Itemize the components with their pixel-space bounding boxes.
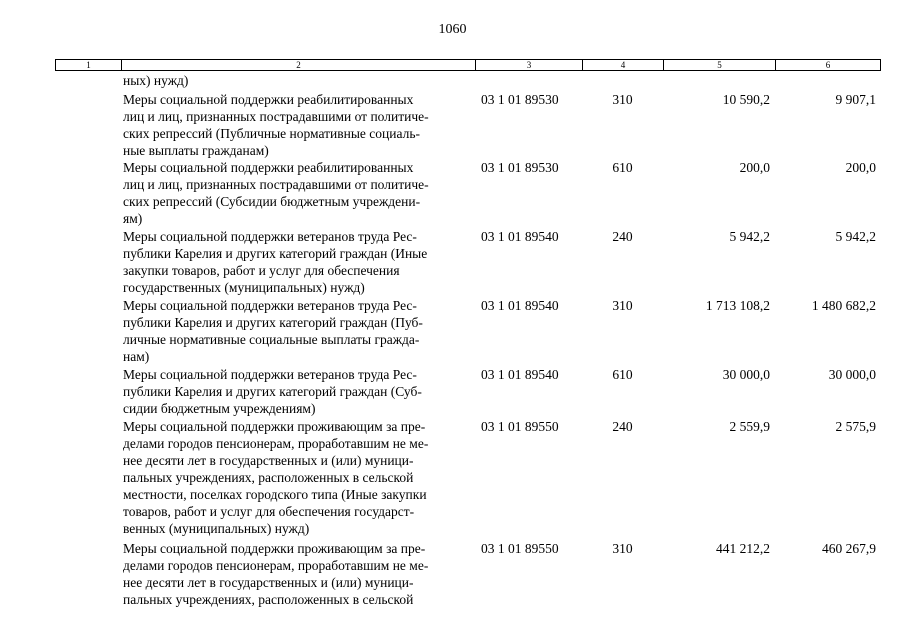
row-description [123,418,468,537]
description-line: личные нормативные социальные выплаты гражда- [123,332,420,347]
page-number: 1060 [438,22,467,37]
description-line: лиц и лиц, признанных пострадавшими от политиче- [123,177,429,192]
expense-type: 310 [612,92,633,107]
description-line: закупки товаров, работ и услуг для обеспечения [123,263,400,278]
target-code: 03 1 01 89530 [481,92,559,107]
amount-col5: 441 212,2 [716,541,770,556]
amount-col6: 5 942,2 [835,229,876,244]
column-header-2: 2 [121,59,476,71]
column-header-4: 4 [582,59,664,71]
expense-type: 610 [612,367,633,382]
amount-col5: 1 713 108,2 [705,298,770,313]
amount-col6: 460 267,9 [822,541,876,556]
amount-col5: 2 559,9 [729,419,770,434]
target-code: 03 1 01 89540 [481,298,559,313]
description-line: делами городов пенсионерам, проработавшим не ме- [123,436,429,451]
continuation-text: ных) нужд) [123,73,189,88]
description-line: государственных (муниципальных) нужд) [123,280,365,295]
description-line: сидии бюджетным учреждениям) [123,401,316,416]
description-line: Меры социальной поддержки проживающим за пре- [123,541,426,556]
expense-type: 240 [612,419,633,434]
description-line: Меры социальной поддержки ветеранов труда Рес- [123,229,417,244]
amount-col6: 9 907,1 [835,92,876,107]
column-header-5: 5 [663,59,776,71]
target-code: 03 1 01 89540 [481,229,559,244]
description-line: публики Карелия и других категорий граждан (Пуб- [123,315,423,330]
description-line: пальных учреждениях, расположенных в сельской [123,470,414,485]
amount-col5: 10 590,2 [722,92,770,107]
row-description [123,228,468,296]
description-line: нее десяти лет в государственных и (или) муници- [123,453,414,468]
row-description [123,366,468,417]
row-description [123,540,468,608]
target-code: 03 1 01 89550 [481,419,559,434]
expense-type: 310 [612,541,633,556]
expense-type: 610 [612,160,633,175]
description-line: нее десяти лет в государственных и (или) муници- [123,575,414,590]
target-code: 03 1 01 89530 [481,160,559,175]
amount-col6: 2 575,9 [835,419,876,434]
description-line: Меры социальной поддержки ветеранов труда Рес- [123,298,417,313]
description-line: товаров, работ и услуг для обеспечения государст- [123,504,415,519]
column-header-3: 3 [475,59,583,71]
description-line: ные выплаты гражданам) [123,143,269,158]
amount-col6: 200,0 [845,160,876,175]
target-code: 03 1 01 89550 [481,541,559,556]
description-line: ям) [123,211,143,226]
amount-col5: 200,0 [739,160,770,175]
expense-type: 310 [612,298,633,313]
row-description [123,159,468,227]
description-line: Меры социальной поддержки реабилитированных [123,160,414,175]
description-line: пальных учреждениях, расположенных в сельской [123,592,414,607]
description-line: Меры социальной поддержки проживающим за пре- [123,419,426,434]
description-line: венных (муниципальных) нужд) [123,521,310,536]
target-code: 03 1 01 89540 [481,367,559,382]
description-line: делами городов пенсионерам, проработавшим не ме- [123,558,429,573]
description-line: местности, поселках городского типа (Иные закупки [123,487,427,502]
row-description [123,297,468,365]
description-line: публики Карелия и других категорий граждан (Суб- [123,384,422,399]
description-line: Меры социальной поддержки реабилитированных [123,92,414,107]
description-line: нам) [123,349,150,364]
column-header-1: 1 [55,59,122,71]
row-description [123,91,468,159]
amount-col5: 5 942,2 [729,229,770,244]
description-line: публики Карелия и других категорий граждан (Иные [123,246,428,261]
description-line: ских репрессий (Субсидии бюджетным учреждени- [123,194,421,209]
description-line: Меры социальной поддержки ветеранов труда Рес- [123,367,417,382]
amount-col6: 1 480 682,2 [811,298,876,313]
column-header-6: 6 [775,59,881,71]
expense-type: 240 [612,229,633,244]
description-line: ских репрессий (Публичные нормативные социаль- [123,126,420,141]
amount-col6: 30 000,0 [828,367,876,382]
description-line: лиц и лиц, признанных пострадавшими от политиче- [123,109,429,124]
amount-col5: 30 000,0 [722,367,770,382]
